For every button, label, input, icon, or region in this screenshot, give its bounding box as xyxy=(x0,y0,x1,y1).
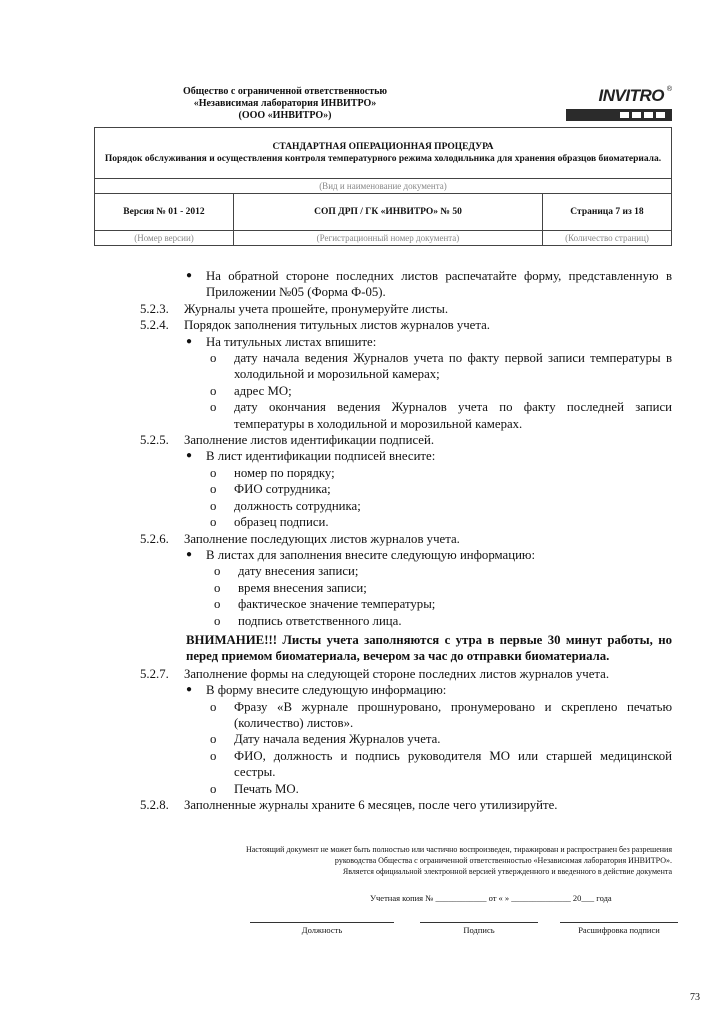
section-5-2-7 xyxy=(140,666,672,682)
logo-registered-mark: ® xyxy=(666,86,672,93)
doc-title: Порядок обслуживания и осуществления контроля температурного режима холодильника для хранения образцов биоматериала. xyxy=(104,154,662,164)
sub-bullet-icon: o xyxy=(210,781,217,796)
copyright-notice xyxy=(140,844,672,877)
version-cell: Версия № 01 - 2012 xyxy=(95,194,234,231)
section-5-2-3 xyxy=(140,301,672,317)
document-body xyxy=(140,268,672,813)
invitro-logo xyxy=(566,86,672,122)
section-text: Заполнение листов идентификации подписей. xyxy=(184,433,435,448)
bullet-item: ● В форму внесите следующую информацию: xyxy=(186,683,447,698)
sub-bullet-icon: o xyxy=(210,482,217,497)
section-text: Журналы учета прошейте, пронумеруйте листы. xyxy=(184,301,449,316)
section-5-2-8 xyxy=(140,797,672,813)
bullet-icon: ● xyxy=(186,548,193,560)
section-number: 5.2.3. xyxy=(140,301,169,316)
section-number: 5.2.4. xyxy=(140,318,169,333)
notice-line-1: Настоящий документ не может быть полностью или частично воспроизведен, тиражирован и распространен без разрешения xyxy=(245,845,672,854)
sub-bullet-icon: o xyxy=(210,732,217,747)
warning-text: ВНИМАНИЕ!!! Листы учета заполняются с утра в первые 30 минут работы, но перед приемом биоматериала, вечером за час до отправки биоматериала. xyxy=(186,632,672,664)
sub-bullet-icon: o xyxy=(210,498,217,513)
sub-bullet-icon: o xyxy=(210,515,217,530)
doc-type: СТАНДАРТНАЯ ОПЕРАЦИОННАЯ ПРОЦЕДУРА xyxy=(272,142,494,152)
section-number: 5.2.8. xyxy=(140,798,169,812)
notice-line-2: руководства Общества с ограниченной ответственностью «Независимая лаборатория ИНВИТРО». xyxy=(334,856,672,865)
sub-bullet-item: o ФИО сотрудника; xyxy=(210,482,331,497)
sub-bullet-item: o время внесения записи; xyxy=(214,580,367,595)
org-line-1: Общество с ограниченной ответственностью xyxy=(182,86,388,97)
sub-bullet-item: o Печать МО. xyxy=(210,781,299,796)
section-number: 5.2.6. xyxy=(140,531,169,546)
sub-bullet-icon: o xyxy=(210,748,217,763)
sub-bullet-item: o номер по порядку; xyxy=(210,465,335,480)
sub-bullet-item: o дату начала ведения Журналов учета по факту первой записи температуры в холодильной и морозильной камерах; xyxy=(210,351,672,382)
section-5-2-5 xyxy=(140,432,672,448)
sub-bullet-item: o адрес МО; xyxy=(210,383,292,398)
page-hint: (Количество страниц) xyxy=(543,231,672,246)
sub-bullet-item: o ФИО, должность и подпись руководителя МО или старшей медицинской сестры. xyxy=(210,748,672,780)
sub-bullet-item: o подпись ответственного лица. xyxy=(214,613,402,628)
section-text: Заполнение формы на следующей стороне последних листов журналов учета. xyxy=(184,666,610,681)
document-header-table xyxy=(94,127,672,246)
logo-text: INVITRO xyxy=(598,86,664,105)
sub-bullet-item: o фактическое значение температуры; xyxy=(214,597,436,612)
name-signature-line xyxy=(560,922,678,923)
organization-name xyxy=(150,86,420,122)
bullet-icon: ● xyxy=(186,684,193,696)
bullet-item: ● В листах для заполнения внесите следующую информацию: xyxy=(186,547,536,562)
doc-title-cell xyxy=(95,128,672,179)
bullet-icon: ● xyxy=(186,450,193,462)
section-text: Порядок заполнения титульных листов журналов учета. xyxy=(184,318,490,333)
bullet-item: ● В лист идентификации подписей внесите: xyxy=(186,449,436,464)
sub-bullet-item: o дату окончания ведения Журналов учета по факту последней записи температуры в холодильной и морозильной камерах. xyxy=(210,400,672,431)
sub-bullet-item: o Дату начала ведения Журналов учета. xyxy=(210,732,441,747)
section-number: 5.2.7. xyxy=(140,666,169,681)
section-text: Заполнение последующих листов журналов учета. xyxy=(184,531,460,546)
position-signature-line xyxy=(250,922,394,923)
sub-bullet-icon: o xyxy=(210,400,217,415)
sub-bullet-icon: o xyxy=(214,613,221,628)
sub-bullet-icon: o xyxy=(214,580,221,595)
sub-bullet-icon: o xyxy=(214,597,221,612)
notice-line-3: Является официальной электронной версией утвержденного и введенного в действие документа xyxy=(342,867,672,876)
page-cell: Страница 7 из 18 xyxy=(543,194,672,231)
reg-hint: (Регистрационный номер документа) xyxy=(234,231,543,246)
sub-bullet-icon: o xyxy=(214,564,221,579)
section-text: Заполненные журналы храните 6 месяцев, после чего утилизируйте. xyxy=(184,798,558,812)
sub-bullet-item: o Фразу «В журнале прошнуровано, пронумеровано и скреплено печатью (количество) листов». xyxy=(210,699,672,730)
registered-copy-line: Учетная копия № ____________ от « » ______________ 20___ года xyxy=(370,893,612,903)
signature-line xyxy=(420,922,538,923)
sub-bullet-icon: o xyxy=(210,383,217,398)
sub-bullet-icon: o xyxy=(210,699,217,714)
sub-bullet-item: o должность сотрудника; xyxy=(210,498,361,513)
org-line-3: (ООО «ИНВИТРО») xyxy=(238,110,332,121)
sub-bullet-item: o дату внесения записи; xyxy=(214,564,359,579)
signature-label: Подпись xyxy=(463,925,495,935)
sub-bullet-icon: o xyxy=(210,465,217,480)
position-label: Должность xyxy=(301,925,343,935)
section-5-2-4 xyxy=(140,317,672,333)
section-number: 5.2.5. xyxy=(140,433,169,448)
page-number: 73 xyxy=(690,992,700,1003)
name-label: Расшифровка подписи xyxy=(578,925,660,935)
reg-number-cell: СОП ДРП / ГК «ИНВИТРО» № 50 xyxy=(234,194,543,231)
org-line-2: «Независимая лаборатория ИНВИТРО» xyxy=(193,98,377,109)
bullet-icon: ● xyxy=(186,270,193,281)
bullet-item: ● На титульных листах впишите: xyxy=(186,334,377,349)
sub-bullet-item: o образец подписи. xyxy=(210,515,329,530)
doc-hint: (Вид и наименование документа) xyxy=(95,179,672,194)
logo-bar xyxy=(566,109,672,121)
bullet-item: ● На обратной стороне последних листов распечатайте форму, представленную в Приложении №05 (Форма Ф-05). xyxy=(186,269,672,300)
bullet-icon: ● xyxy=(186,335,193,347)
sub-bullet-icon: o xyxy=(210,351,217,366)
section-5-2-6 xyxy=(140,531,672,547)
version-hint: (Номер версии) xyxy=(95,231,234,246)
